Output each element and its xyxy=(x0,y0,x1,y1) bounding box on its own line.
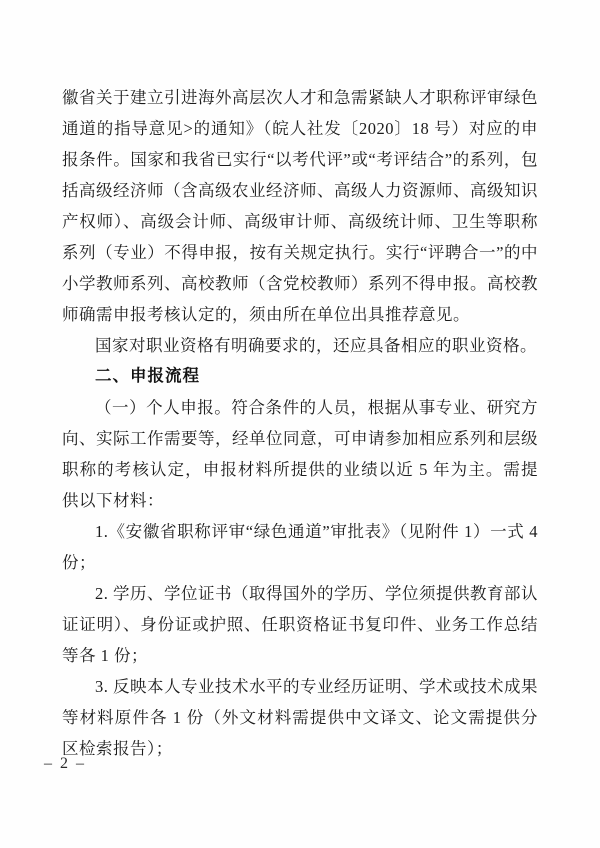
page-number: – 2 – xyxy=(44,755,86,772)
paragraph-continued: 徽省关于建立引进海外高层次人才和急需紧缺人才职称评审绿色通道的指导意见>的通知》（皖人社发〔2020〕18 号）对应的申报条件。国家和我省已实行“以考代评”或“考评结合”的系列，包括高级经济师（含高级农业经济师、高级人力资源师、高级知识产权师）、高级会计师、高级审计师、高级统计师、卫生等职称系列（专业）不得申报，按有关规定执行。实行“评聘合一”的中小学教师系列、高校教师（含党校教师）系列不得申报。高校教师确需申报考核认定的，须由所在单位出具推荐意见。 xyxy=(62,88,538,324)
document-body xyxy=(62,82,538,764)
list-item-3-achievements: 3. 反映本人专业技术水平的专业经历证明、学术或技术成果等材料原件各 1 份（外文材料需提供中文译文、论文需提供分区检索报告）； xyxy=(62,677,538,758)
list-item-2-certificates: 2. 学历、学位证书（取得国外的学历、学位须提供教育部认证证明）、身份证或护照、任职资格证书复印件、业务工作总结等各 1 份； xyxy=(62,584,538,665)
paragraph-individual-application: （一）个人申报。符合条件的人员，根据从事专业、研究方向、实际工作需要等，经单位同意，可申请参加相应系列和层级职称的考核认定，申报材料所提供的业绩以近 5 年为主。需提供以下材料： xyxy=(62,398,538,510)
section-heading-application-process: 二、申报流程 xyxy=(95,367,200,385)
list-item-1-approval-form: 1.《安徽省职称评审“绿色通道”审批表》（见附件 1）一式 4 份； xyxy=(62,522,538,572)
paragraph-qualification-requirement: 国家对职业资格有明确要求的，还应具备相应的职业资格。 xyxy=(95,336,537,355)
